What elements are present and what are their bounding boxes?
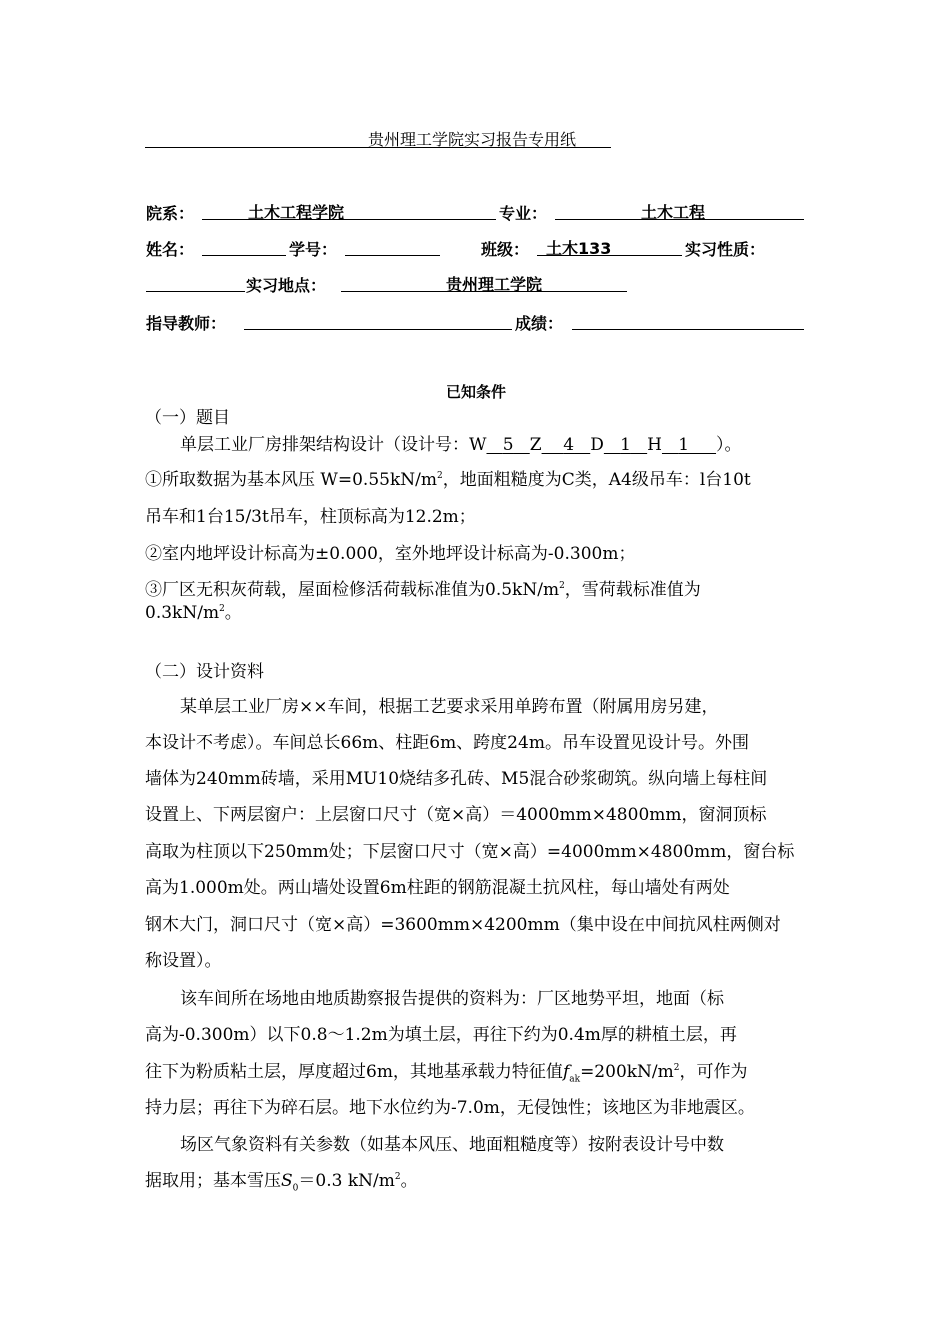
para2-text-b: =200kN/m [580,1062,674,1082]
para3-text-a: 据取用；基本雪压 [145,1171,281,1191]
fak-subscript: ak [569,1074,581,1085]
part1-title: （一）题目 [145,408,230,428]
major-label: 专业： [499,204,548,223]
para1-line: 高取为柱顶以下250mm处；下层窗口尺寸（宽×高）=4000mm×4800mm，窗台标 [145,842,795,862]
para3-line-s0 [145,1166,418,1193]
s0-subscript: 0 [292,1183,299,1194]
para3-line: 场区气象资料有关参数（如基本风压、地面粗糙度等）按附表设计号中数 [180,1135,724,1155]
para1-line: 称设置）。 [145,951,222,971]
item1-line2: 吊车和1台15/3t吊车，柱顶标高为12.2m； [145,507,476,527]
score-underline [572,329,804,330]
item1-text-a: ①所取数据为基本风压 W=0.55kN/m [145,470,437,490]
code-z [542,435,591,455]
para1-line: 墙体为240mm砖墙，采用MU10烧结多孔砖、M5混合砂浆砌筑。纵向墙上每柱间 [145,769,768,789]
para3-text-c: 。 [400,1171,418,1191]
student-id-label: 学号： [289,240,338,259]
para2-text-a: 往下为粉质粘土层，厚度超过6m，其地基承载力特征值 [145,1062,563,1082]
para1-line: 本设计不考虑）。车间总长66m、柱距6m、跨度24m。吊车设置见设计号。外围 [145,733,749,753]
superscript-2: 2 [394,1172,401,1182]
code-z-value: 4 [563,435,575,455]
code-z-label: Z [529,435,542,455]
para1-line: 设置上、下两层窗户：上层窗口尺寸（宽×高）＝4000mm×4800mm，窗洞顶标 [145,805,767,825]
name-label: 姓名： [146,240,195,259]
item2-line: ②室内地坪设计标高为±0.000，室外地坪设计标高为-0.300m； [145,544,636,564]
code-w [486,435,529,455]
superscript-2: 2 [437,471,443,481]
para1-line: 钢木大门，洞口尺寸（宽×高）=3600mm×4200mm（集中设在中间抗风柱两侧对 [145,915,781,935]
place-value: 贵州理工学院 [446,275,543,294]
class-value: 土木133 [546,239,612,258]
para1-line: 高为1.000m处。两山墙处设置6m柱距的钢筋混凝土抗风柱，每山墙处有两处 [145,878,730,898]
code-h [662,435,716,455]
item3-line2 [145,598,242,623]
superscript-2: 2 [219,604,225,614]
item3-text-c: 0.3kN/m [145,603,220,623]
para1-line: 某单层工业厂房××车间，根据工艺要求采用单跨布置（附属用房另建， [180,697,719,717]
place-label: 实习地点： [246,276,327,295]
design-code-line [180,430,742,455]
page-title: 贵州理工学院实习报告专用纸 [368,130,577,149]
teacher-label: 指导教师： [146,314,227,333]
code-h-value: 1 [678,435,690,455]
item3-text-end: 。 [224,603,242,623]
para2-line: 持力层；再往下为碎石层。地下水位约为-7.0m，无侵蚀性；该地区为非地震区。 [145,1098,755,1118]
design-suffix: ）。 [716,435,742,455]
para2-line: 高为-0.300m）以下0.8～1.2m为填土层，再往下约为0.4m厚的耕植土层，再 [145,1025,737,1045]
item3-line1 [145,575,701,600]
item1-text-b: ，地面粗糙度为C类，A4级吊车：l台10t [442,470,751,490]
design-prefix: 单层工业厂房排架结构设计（设计号：W [180,435,487,455]
score-label: 成绩： [515,314,564,333]
part2-title: （二）设计资料 [145,662,264,682]
para3-text-b: ＝0.3 kN/m [298,1171,395,1191]
para2-line: 该车间所在场地由地质勘察报告提供的资料为：厂区地势平坦，地面（标 [180,989,724,1009]
dept-label: 院系： [146,204,195,223]
code-w-value: 5 [502,435,514,455]
code-d-value: 1 [620,435,631,455]
teacher-underline [244,329,512,330]
internship-nature-label: 实习性质： [685,240,766,259]
superscript-2: 2 [559,581,565,591]
code-h-label: H [647,435,662,455]
dept-value: 土木工程学院 [248,203,345,222]
item3-text-b: ，雪荷载标准值为 [564,580,701,600]
para2-text-c: ，可作为 [679,1062,748,1082]
superscript-2: 2 [673,1063,680,1073]
item1-line1 [145,465,751,490]
name-underline [202,255,286,256]
student-id-underline [345,255,440,256]
item3-text-a: ③厂区无积灰荷载，屋面检修活荷载标准值为0.5kN/m [145,580,560,600]
para2-line-fak [145,1057,748,1084]
section-heading: 已知条件 [446,383,507,401]
fak-symbol: f [562,1062,570,1082]
class-label: 班级： [481,240,530,259]
dept-underline [202,219,496,220]
nature-underline [146,291,245,292]
major-value: 土木工程 [641,203,706,222]
s0-symbol: S [281,1171,293,1191]
code-d-label: D [590,435,604,455]
code-d [604,435,647,455]
